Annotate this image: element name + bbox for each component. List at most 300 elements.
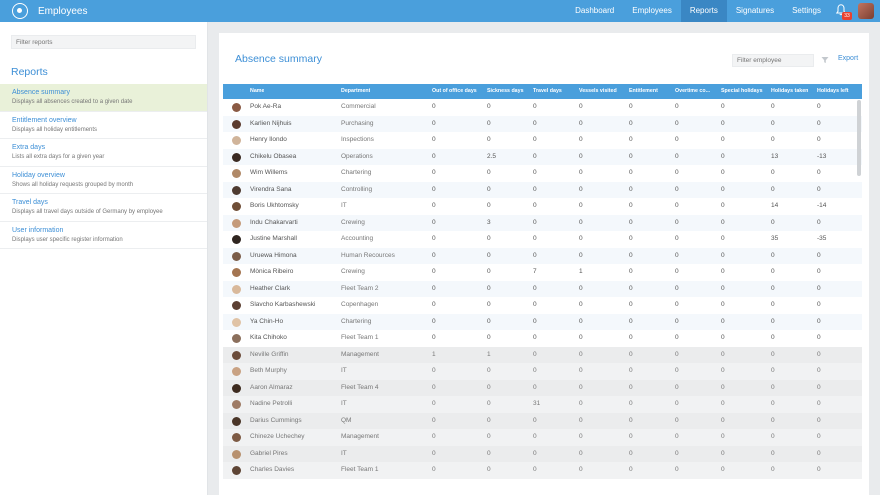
- cell-out-of-office-days: 0: [432, 400, 436, 407]
- cell-holidays-taken: 0: [771, 334, 775, 341]
- cell-holidays-taken: 0: [771, 119, 775, 127]
- cell-holidays-taken: 0: [771, 169, 775, 176]
- cell-overtime-comp: 0: [675, 136, 679, 143]
- cell-special-holidays: 0: [721, 350, 725, 358]
- cell-entitlement: 0: [629, 218, 633, 226]
- cell-special-holidays: 0: [721, 301, 725, 308]
- table-row[interactable]: [223, 231, 862, 248]
- filter-reports-input[interactable]: [11, 35, 196, 49]
- cell-sickness-days: 0: [487, 268, 491, 275]
- cell-name: Wim Willems: [250, 169, 288, 176]
- cell-vessels-visited: 0: [579, 383, 583, 391]
- employee-avatar: [232, 202, 241, 211]
- cell-holidays-taken: 14: [771, 202, 779, 209]
- cell-vessels-visited: 0: [579, 400, 583, 407]
- report-item-description: Displays all holiday entitlements: [12, 126, 98, 133]
- cell-department: Chartering: [341, 169, 372, 176]
- cell-name: Chineze Uchechey: [250, 433, 305, 440]
- cell-department: Fleet Team 1: [341, 466, 379, 473]
- nav-signatures[interactable]: Signatures: [735, 6, 775, 15]
- column-header-out-of-office-days[interactable]: Out of office days: [432, 88, 477, 94]
- cell-holidays-taken: 0: [771, 433, 775, 440]
- table-row[interactable]: [223, 281, 862, 298]
- table-row[interactable]: [223, 363, 862, 380]
- table-row[interactable]: [223, 132, 862, 149]
- cell-overtime-comp: 0: [675, 416, 679, 424]
- cell-travel-days: 0: [533, 152, 537, 160]
- table-row[interactable]: [223, 446, 862, 463]
- cell-travel-days: 0: [533, 202, 537, 209]
- notifications-button[interactable]: [836, 4, 850, 19]
- cell-entitlement: 0: [629, 416, 633, 424]
- cell-holidays-left: 0: [817, 169, 821, 176]
- report-item-entitlement-overview[interactable]: [0, 112, 207, 140]
- cell-department: Management: [341, 433, 379, 440]
- cell-out-of-office-days: 0: [432, 334, 436, 341]
- cell-out-of-office-days: 0: [432, 416, 436, 424]
- table-row[interactable]: [223, 314, 862, 331]
- cell-department: Human Recources: [341, 251, 395, 259]
- cell-sickness-days: 0: [487, 169, 491, 176]
- column-header-sickness-days[interactable]: Sickness days: [487, 88, 524, 94]
- cell-special-holidays: 0: [721, 169, 725, 176]
- cell-entitlement: 0: [629, 449, 633, 457]
- cell-special-holidays: 0: [721, 466, 725, 473]
- employee-avatar: [232, 268, 241, 277]
- cell-holidays-taken: 0: [771, 268, 775, 275]
- nav-employees[interactable]: Employees: [632, 6, 672, 15]
- cell-name: Ya Chin-Ho: [250, 317, 284, 325]
- cell-travel-days: 0: [533, 416, 537, 424]
- filter-employee-input[interactable]: [732, 54, 814, 67]
- cell-overtime-comp: 0: [675, 119, 679, 127]
- cell-holidays-taken: 0: [771, 400, 775, 407]
- employee-avatar: [232, 466, 241, 475]
- cell-sickness-days: 0: [487, 103, 491, 110]
- cell-out-of-office-days: 1: [432, 350, 436, 358]
- cell-special-holidays: 0: [721, 416, 725, 424]
- cell-holidays-taken: 0: [771, 449, 775, 457]
- cell-name: Heather Clark: [250, 284, 291, 292]
- cell-overtime-comp: 0: [675, 383, 679, 391]
- cell-entitlement: 0: [629, 235, 633, 242]
- cell-entitlement: 0: [629, 383, 633, 391]
- cell-special-holidays: 0: [721, 284, 725, 292]
- cell-entitlement: 0: [629, 268, 633, 275]
- cell-overtime-comp: 0: [675, 202, 679, 209]
- cell-out-of-office-days: 0: [432, 466, 436, 473]
- cell-holidays-left: -13: [817, 152, 827, 160]
- employee-avatar: [232, 351, 241, 360]
- cell-department: Commercial: [341, 103, 376, 110]
- cell-sickness-days: 0: [487, 136, 491, 143]
- report-item-title: Travel days: [12, 199, 48, 206]
- cell-name: Aaron Almaraz: [250, 383, 293, 391]
- cell-out-of-office-days: 0: [432, 433, 436, 440]
- table-row[interactable]: [223, 149, 862, 166]
- cell-travel-days: 0: [533, 119, 537, 127]
- employee-avatar: [232, 334, 241, 343]
- table-row[interactable]: [223, 297, 862, 314]
- cell-name: Justine Marshall: [250, 235, 297, 242]
- cell-holidays-left: 0: [817, 317, 821, 325]
- column-header-department[interactable]: Department: [341, 88, 371, 94]
- cell-entitlement: 0: [629, 169, 633, 176]
- cell-holidays-left: 0: [817, 416, 821, 424]
- table-row[interactable]: [223, 380, 862, 397]
- cell-holidays-taken: 0: [771, 284, 775, 292]
- nav-settings[interactable]: Settings: [792, 6, 821, 15]
- cell-department: Crewing: [341, 218, 365, 226]
- cell-name: Charles Davies: [250, 466, 295, 473]
- cell-travel-days: 0: [533, 317, 537, 325]
- cell-special-holidays: 0: [721, 449, 725, 457]
- table-row[interactable]: [223, 198, 862, 215]
- cell-out-of-office-days: 0: [432, 136, 436, 143]
- employee-avatar: [232, 301, 241, 310]
- report-item-extra-days[interactable]: [0, 139, 207, 167]
- cell-vessels-visited: 0: [579, 433, 583, 440]
- cell-name: Neville Griffin: [250, 350, 289, 358]
- table-row[interactable]: [223, 248, 862, 265]
- report-item-absence-summary[interactable]: [0, 84, 207, 112]
- cell-entitlement: 0: [629, 119, 633, 127]
- employee-avatar: [232, 120, 241, 129]
- cell-holidays-taken: 0: [771, 301, 775, 308]
- cell-sickness-days: 0: [487, 251, 491, 259]
- table-header: [223, 84, 862, 99]
- cell-vessels-visited: 0: [579, 416, 583, 424]
- cell-holidays-taken: 0: [771, 218, 775, 226]
- cell-travel-days: 0: [533, 136, 537, 143]
- main-nav: [566, 0, 830, 22]
- cell-holidays-left: 0: [817, 103, 821, 110]
- nav-reports[interactable]: Reports: [681, 0, 727, 22]
- cell-holidays-left: 0: [817, 218, 821, 226]
- report-item-title: Holiday overview: [12, 171, 65, 179]
- column-header-holidays-left[interactable]: Holidays left: [817, 88, 849, 94]
- cell-entitlement: 0: [629, 301, 633, 308]
- cell-name: Pok Ae-Ra: [250, 103, 282, 110]
- top-bar: [0, 0, 880, 22]
- cell-department: Fleet Team 2: [341, 284, 379, 292]
- cell-department: Crewing: [341, 268, 365, 275]
- cell-sickness-days: 0: [487, 433, 491, 440]
- cell-overtime-comp: 0: [675, 185, 679, 193]
- cell-special-holidays: 0: [721, 218, 725, 226]
- cell-vessels-visited: 0: [579, 466, 583, 473]
- report-item-description: Displays user specific register information: [12, 236, 123, 243]
- cell-holidays-taken: 0: [771, 185, 775, 193]
- cell-out-of-office-days: 0: [432, 152, 436, 160]
- employee-avatar: [232, 103, 241, 112]
- user-avatar[interactable]: [858, 3, 874, 19]
- report-item-travel-days[interactable]: [0, 194, 207, 222]
- cell-name: Gabriel Pires: [250, 449, 288, 457]
- cell-overtime-comp: 0: [675, 218, 679, 226]
- cell-vessels-visited: 0: [579, 136, 583, 143]
- employee-avatar: [232, 417, 241, 426]
- cell-travel-days: 7: [533, 268, 537, 275]
- cell-department: Accounting: [341, 235, 374, 242]
- cell-vessels-visited: 0: [579, 284, 583, 292]
- column-header-entitlement[interactable]: Entitlement: [629, 88, 658, 94]
- table-row[interactable]: [223, 413, 862, 430]
- cell-entitlement: 0: [629, 466, 633, 473]
- cell-entitlement: 0: [629, 284, 633, 292]
- brand[interactable]: [12, 3, 87, 19]
- cell-travel-days: 0: [533, 449, 537, 457]
- cell-vessels-visited: 0: [579, 218, 583, 226]
- cell-holidays-left: 0: [817, 119, 821, 127]
- cell-out-of-office-days: 0: [432, 185, 436, 193]
- cell-holidays-taken: 0: [771, 251, 775, 259]
- cell-out-of-office-days: 0: [432, 317, 436, 325]
- cell-entitlement: 0: [629, 317, 633, 325]
- cell-vessels-visited: 0: [579, 185, 583, 193]
- cell-special-holidays: 0: [721, 136, 725, 143]
- cell-holidays-taken: 0: [771, 383, 775, 391]
- cell-vessels-visited: 0: [579, 169, 583, 176]
- cell-name: Karlien Nijhuis: [250, 119, 292, 127]
- report-item-description: Lists all extra days for a given year: [12, 154, 105, 160]
- cell-travel-days: 0: [533, 218, 537, 226]
- report-item-title: Extra days: [12, 144, 46, 151]
- cell-department: IT: [341, 367, 347, 374]
- table-body: [223, 99, 862, 479]
- cell-holidays-taken: 0: [771, 367, 775, 374]
- cell-sickness-days: 0: [487, 416, 491, 424]
- sidebar-title: Reports: [11, 66, 48, 78]
- cell-overtime-comp: 0: [675, 350, 679, 358]
- cell-out-of-office-days: 0: [432, 367, 436, 374]
- cell-overtime-comp: 0: [675, 103, 679, 110]
- cell-sickness-days: 0: [487, 400, 491, 407]
- cell-name: Slavcho Karbashewski: [250, 301, 316, 308]
- employee-avatar: [232, 450, 241, 459]
- cell-holidays-left: 0: [817, 433, 821, 440]
- cell-special-holidays: 0: [721, 334, 725, 341]
- cell-sickness-days: 0: [487, 367, 491, 374]
- cell-special-holidays: 0: [721, 367, 725, 374]
- cell-holidays-left: 0: [817, 268, 821, 275]
- cell-holidays-taken: 0: [771, 416, 775, 424]
- cell-holidays-left: 0: [817, 367, 821, 374]
- table-scrollbar[interactable]: [857, 100, 861, 176]
- cell-entitlement: 0: [629, 350, 633, 358]
- table-row[interactable]: [223, 264, 862, 281]
- cell-vessels-visited: 0: [579, 449, 583, 457]
- cell-holidays-taken: 0: [771, 103, 775, 110]
- cell-sickness-days: 0: [487, 119, 491, 127]
- cell-holidays-left: 0: [817, 449, 821, 457]
- table-row[interactable]: [223, 116, 862, 133]
- cell-out-of-office-days: 0: [432, 268, 436, 275]
- cell-department: IT: [341, 449, 347, 457]
- cell-vessels-visited: 0: [579, 103, 583, 110]
- cell-holidays-taken: 0: [771, 136, 775, 143]
- report-item-title: Entitlement overview: [12, 116, 77, 124]
- cell-sickness-days: 0: [487, 284, 491, 292]
- cell-holidays-left: 0: [817, 400, 821, 407]
- cell-holidays-taken: 0: [771, 350, 775, 358]
- cell-special-holidays: 0: [721, 185, 725, 193]
- table-row[interactable]: [223, 215, 862, 232]
- cell-overtime-comp: 0: [675, 334, 679, 341]
- cell-sickness-days: 2.5: [487, 152, 497, 160]
- cell-special-holidays: 0: [721, 383, 725, 391]
- employee-avatar: [232, 384, 241, 393]
- employee-avatar: [232, 318, 241, 327]
- employee-avatar: [232, 153, 241, 162]
- cell-holidays-left: 0: [817, 284, 821, 292]
- cell-entitlement: 0: [629, 334, 633, 341]
- report-item-title: User information: [12, 226, 64, 234]
- cell-overtime-comp: 0: [675, 317, 679, 325]
- notification-badge: 33: [842, 12, 852, 20]
- table-row[interactable]: [223, 396, 862, 413]
- employee-avatar: [232, 186, 241, 195]
- cell-department: Controlling: [341, 185, 373, 193]
- cell-travel-days: 0: [533, 185, 537, 193]
- cell-special-holidays: 0: [721, 235, 725, 242]
- cell-sickness-days: 0: [487, 202, 491, 209]
- table-row[interactable]: [223, 429, 862, 446]
- employee-avatar: [232, 433, 241, 442]
- cell-vessels-visited: 0: [579, 119, 583, 127]
- cell-travel-days: 0: [533, 301, 537, 308]
- cell-overtime-comp: 0: [675, 449, 679, 457]
- cell-holidays-left: 0: [817, 136, 821, 143]
- cell-special-holidays: 0: [721, 317, 725, 325]
- cell-vessels-visited: 0: [579, 301, 583, 308]
- table-row[interactable]: [223, 330, 862, 347]
- column-header-vessels-visited[interactable]: Vessels visited: [579, 88, 617, 94]
- cell-entitlement: 0: [629, 367, 633, 374]
- app-title: Employees: [38, 5, 88, 17]
- column-header-name[interactable]: Name: [250, 88, 265, 94]
- cell-special-holidays: 0: [721, 268, 725, 275]
- cell-travel-days: 0: [533, 284, 537, 292]
- cell-out-of-office-days: 0: [432, 169, 436, 176]
- report-title: Absence summary: [235, 53, 322, 65]
- cell-department: Chartering: [341, 317, 372, 325]
- table-row[interactable]: [223, 165, 862, 182]
- table-row[interactable]: [223, 462, 862, 479]
- cell-sickness-days: 0: [487, 185, 491, 193]
- cell-special-holidays: 0: [721, 152, 725, 160]
- cell-travel-days: 0: [533, 367, 537, 374]
- cell-department: Copenhagen: [341, 301, 379, 308]
- sidebar: [0, 22, 208, 495]
- export-button[interactable]: Export: [838, 55, 859, 62]
- cell-name: Nadine Petrolli: [250, 400, 293, 407]
- cell-holidays-left: 0: [817, 251, 821, 259]
- cell-name: Indu Chakarvarti: [250, 218, 298, 226]
- cell-department: Fleet Team 4: [341, 383, 379, 391]
- cell-vessels-visited: 0: [579, 350, 583, 358]
- employee-avatar: [232, 219, 241, 228]
- cell-sickness-days: 0: [487, 334, 491, 341]
- cell-out-of-office-days: 0: [432, 284, 436, 292]
- column-header-travel-days[interactable]: Travel days: [533, 88, 562, 94]
- cell-holidays-left: 0: [817, 301, 821, 308]
- cell-overtime-comp: 0: [675, 152, 679, 160]
- cell-out-of-office-days: 0: [432, 119, 436, 127]
- cell-vessels-visited: 0: [579, 202, 583, 209]
- cell-department: Inspections: [341, 136, 374, 143]
- table-row[interactable]: [223, 99, 862, 116]
- cell-holidays-left: 0: [817, 466, 821, 473]
- cell-entitlement: 0: [629, 185, 633, 193]
- column-header-overtime-comp[interactable]: Overtime co...: [675, 88, 711, 94]
- employee-avatar: [232, 400, 241, 409]
- cell-holidays-left: 0: [817, 350, 821, 358]
- table-row[interactable]: [223, 347, 862, 364]
- cell-travel-days: 31: [533, 400, 541, 407]
- cell-overtime-comp: 0: [675, 367, 679, 374]
- table-row[interactable]: [223, 182, 862, 199]
- employee-avatar: [232, 252, 241, 261]
- cell-entitlement: 0: [629, 202, 633, 209]
- report-item-description: Displays all travel days outside of Germany by employee: [12, 209, 163, 215]
- cell-name: Mònica Ribeiro: [250, 268, 294, 275]
- cell-overtime-comp: 0: [675, 301, 679, 308]
- cell-sickness-days: 0: [487, 449, 491, 457]
- cell-travel-days: 0: [533, 466, 537, 473]
- nav-dashboard[interactable]: Dashboard: [575, 6, 615, 15]
- employee-avatar: [232, 235, 241, 244]
- cell-overtime-comp: 0: [675, 284, 679, 292]
- cell-vessels-visited: 0: [579, 334, 583, 341]
- cell-out-of-office-days: 0: [432, 218, 436, 226]
- cell-department: Purchasing: [341, 119, 374, 127]
- cell-overtime-comp: 0: [675, 251, 679, 259]
- cell-department: QM: [341, 416, 352, 424]
- column-header-holidays-taken[interactable]: Holidays taken: [771, 88, 809, 94]
- cell-travel-days: 0: [533, 433, 537, 440]
- filter-icon[interactable]: [821, 56, 829, 64]
- report-item-holiday-overview[interactable]: [0, 167, 207, 195]
- cell-travel-days: 0: [533, 103, 537, 110]
- column-header-special-holidays[interactable]: Special holidays: [721, 88, 763, 94]
- cell-entitlement: 0: [629, 251, 633, 259]
- report-item-user-information[interactable]: [0, 222, 207, 250]
- cell-out-of-office-days: 0: [432, 251, 436, 259]
- cell-name: Darius Cummings: [250, 416, 302, 424]
- employee-avatar: [232, 367, 241, 376]
- cell-travel-days: 0: [533, 334, 537, 341]
- cell-vessels-visited: 0: [579, 317, 583, 325]
- cell-holidays-taken: 0: [771, 317, 775, 325]
- report-item-description: Displays all absences created to a given date: [12, 99, 133, 105]
- cell-special-holidays: 0: [721, 400, 725, 407]
- report-item-title: Absence summary: [12, 89, 70, 96]
- cell-department: IT: [341, 400, 347, 407]
- cell-entitlement: 0: [629, 152, 633, 160]
- cell-special-holidays: 0: [721, 433, 725, 440]
- cell-name: Beth Murphy: [250, 367, 287, 374]
- cell-overtime-comp: 0: [675, 235, 679, 242]
- cell-special-holidays: 0: [721, 119, 725, 127]
- cell-travel-days: 0: [533, 235, 537, 242]
- cell-vessels-visited: 0: [579, 367, 583, 374]
- cell-holidays-taken: 0: [771, 466, 775, 473]
- cell-holidays-left: 0: [817, 383, 821, 391]
- cell-department: Fleet Team 1: [341, 334, 379, 341]
- cell-vessels-visited: 1: [579, 268, 583, 275]
- cell-special-holidays: 0: [721, 103, 725, 110]
